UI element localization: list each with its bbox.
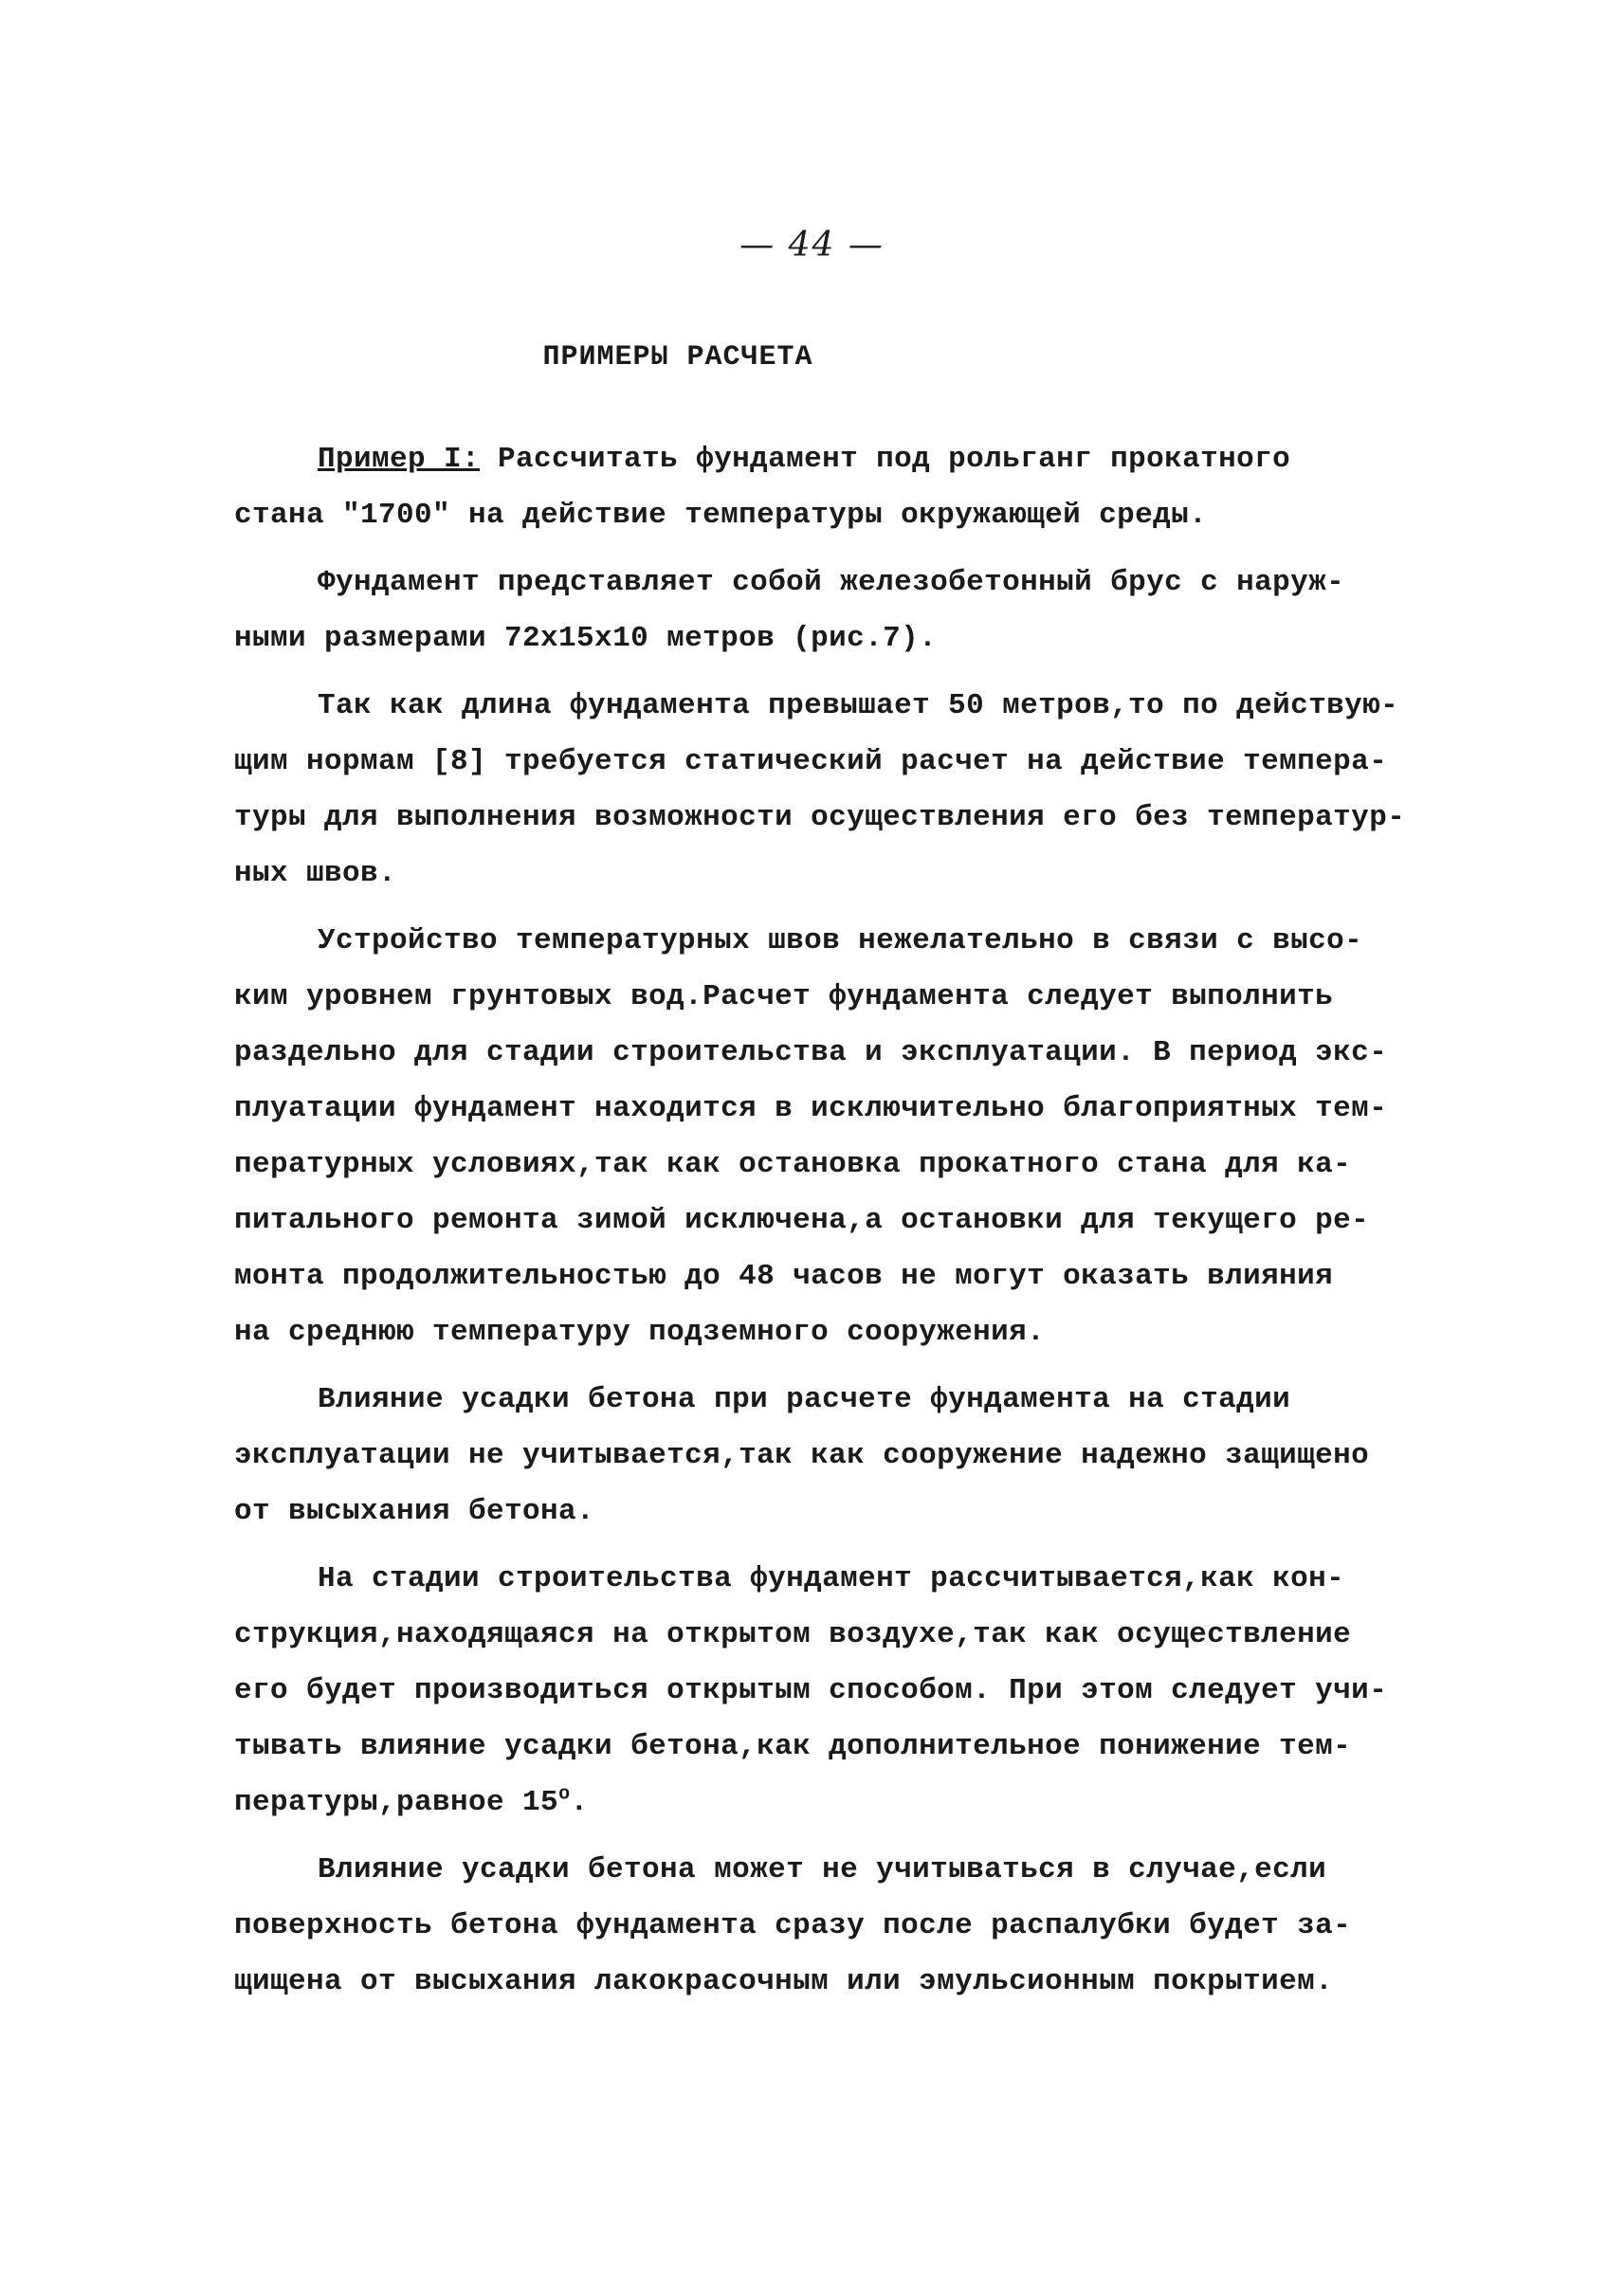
text-line: Влияние усадки бетона при расчете фундамента на стадии (318, 1383, 1291, 1416)
text-line: Так как длина фундамента превышает 50 метров,то по действую- (318, 689, 1399, 722)
text-line: его будет производиться открытым способом. При этом следует учи- (234, 1674, 1388, 1707)
text-line: питального ремонта зимой исключена,а остановки для текущего ре- (234, 1204, 1370, 1237)
page-number: — 44 — (739, 226, 885, 264)
text-line: ных швов. (234, 857, 397, 890)
section-heading: ПРИМЕРЫ РАСЧЕТА (542, 341, 813, 373)
text-line: щим нормам [8] требуется статический расчет на действие темпера- (234, 745, 1388, 778)
text-line: поверхность бетона фундамента сразу после распалубки будет за- (234, 1909, 1352, 1942)
text-line: струкция,находящаяся на открытом воздухе,так как осуществление (234, 1618, 1352, 1651)
text-line: ким уровнем грунтовых вод.Расчет фундамента следует выполнить (234, 980, 1334, 1013)
text-line: пературных условиях,так как остановка прокатного стана для ка- (234, 1148, 1352, 1181)
document-body (234, 431, 1406, 2010)
text-line: от высыхания бетона. (234, 1495, 595, 1528)
text-line: Фундамент представляет собой железобетонный брус с наруж- (318, 566, 1345, 599)
text-line: эксплуатации не учитывается,так как сооружение надежно защищено (234, 1439, 1370, 1472)
paragraph-7 (234, 1842, 1400, 2010)
period: . (570, 1786, 589, 1819)
paragraph-5 (234, 1372, 1400, 1539)
text-line: На стадии строительства фундамент рассчитывается,как кон- (318, 1562, 1345, 1595)
paragraph-6 (234, 1551, 1400, 1831)
text-line: раздельно для стадии строительства и эксплуатации. В период экс- (234, 1036, 1388, 1069)
paragraph-4 (234, 913, 1400, 1360)
text-line: тывать влияние усадки бетона,как дополнительное понижение тем- (234, 1730, 1352, 1763)
paragraph-3 (234, 678, 1406, 902)
degree-superscript: о (558, 1783, 571, 1806)
temperature-text: пературы,равное 15 (234, 1786, 559, 1819)
text-line: монта продолжительностью до 48 часов не могут оказать влияния (234, 1260, 1334, 1293)
text-line: Устройство температурных швов нежелательно в связи с высо- (318, 924, 1363, 957)
example-text: Рассчитать фундамент под рольганг прокатного (480, 443, 1291, 476)
text-line: ными размерами 72x15x10 метров (рис.7). (234, 622, 938, 655)
text-line: на среднюю температуру подземного сооружения. (234, 1316, 1046, 1349)
text-line: щищена от высыхания лакокрасочным или эмульсионным покрытием. (234, 1965, 1334, 1998)
text-line (234, 1775, 1400, 1831)
text-line: туры для выполнения возможности осуществления его без температур- (234, 801, 1406, 834)
paragraph-2 (234, 555, 1400, 666)
example-label: Пример I: (318, 443, 481, 476)
text-line: стана "1700" на действие температуры окружающей среды. (234, 499, 1208, 532)
paragraph-example (234, 431, 1400, 543)
text-line: Влияние усадки бетона может не учитываться в случае,если (318, 1853, 1327, 1886)
text-line (234, 431, 1400, 487)
text-line: плуатации фундамент находится в исключительно благоприятных тем- (234, 1092, 1388, 1125)
